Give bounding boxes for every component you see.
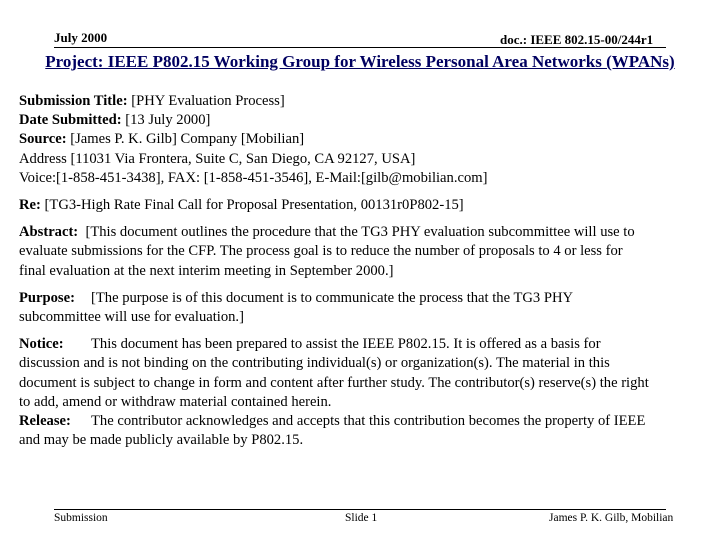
notice-text: This document has been prepared to assist the IEEE P802.15. It is offered as a basis for — [91, 336, 601, 353]
submission-title-label: Submission Title: — [19, 93, 128, 109]
re-label: Re: — [19, 197, 41, 214]
purpose-line-1 — [19, 289, 719, 308]
abstract-label: Abstract: — [19, 224, 79, 241]
purpose-label: Purpose: — [19, 289, 75, 306]
footer-left: Submission — [54, 512, 108, 524]
submission-title-value: [PHY Evaluation Process] — [131, 93, 285, 109]
source-label: Source: — [19, 131, 67, 148]
notice-line-4: to add, amend or withdraw material contained herein. — [19, 393, 332, 410]
contact-line: Voice:[1-858-451-3438], FAX: [1-858-451-3546], E-Mail:[gilb@mobilian.com] — [19, 169, 488, 186]
abstract-line-3: final evaluation at the next interim meeting in September 2000.] — [19, 262, 394, 279]
header-doc-id: doc.: IEEE 802.15-00/244r1 — [500, 32, 654, 47]
footer-rule — [54, 509, 666, 510]
re-value: [TG3-High Rate Final Call for Proposal Presentation, 00131r0P802-15] — [44, 197, 464, 214]
header-rule — [54, 47, 666, 48]
footer-author: James P. K. Gilb, Mobilian — [549, 512, 674, 524]
address-line: Address [11031 Via Frontera, Suite C, San Diego, CA 92127, USA] — [19, 150, 416, 167]
date-submitted-line — [19, 111, 719, 130]
submission-title-line — [19, 92, 719, 111]
footer-slide-number: Slide 1 — [345, 512, 378, 524]
page-title: Project: IEEE P802.15 Working Group for Wireless Personal Area Networks (WPANs) — [45, 52, 675, 71]
source-line — [19, 130, 719, 149]
abstract-text: [This document outlines the procedure that the TG3 PHY evaluation subcommittee will use to — [85, 224, 635, 241]
abstract-line-1 — [19, 223, 719, 242]
release-text: The contributor acknowledges and accepts that this contribution becomes the property of IEEE — [91, 413, 646, 430]
date-submitted-value: [13 July 2000] — [125, 112, 211, 129]
release-line-1 — [19, 412, 719, 431]
release-label: Release: — [19, 413, 71, 430]
slide-body — [19, 92, 719, 450]
abstract-line-2: evaluate submissions for the CFP. The process goal is to reduce the number of proposals to 4 or less for — [19, 243, 623, 260]
source-value: [James P. K. Gilb] Company [Mobilian] — [70, 131, 305, 148]
re-line — [19, 196, 719, 215]
release-line-2: and may be made publicly available by P802.15. — [19, 432, 304, 449]
purpose-line-2: subcommittee will use for evaluation.] — [19, 309, 244, 326]
notice-line-2: discussion and is not binding on the contributing individual(s) or organization(s). The material in this — [19, 355, 610, 372]
purpose-text: [The purpose is of this document is to communicate the process that the TG3 PHY — [91, 289, 574, 306]
notice-line-1 — [19, 335, 719, 354]
date-submitted-label: Date Submitted: — [19, 112, 122, 129]
notice-label: Notice: — [19, 336, 64, 353]
notice-line-3: document is subject to change in form and content after further study. The contributor(s) reserve(s) the right — [19, 374, 649, 391]
header-date: July 2000 — [54, 30, 108, 45]
